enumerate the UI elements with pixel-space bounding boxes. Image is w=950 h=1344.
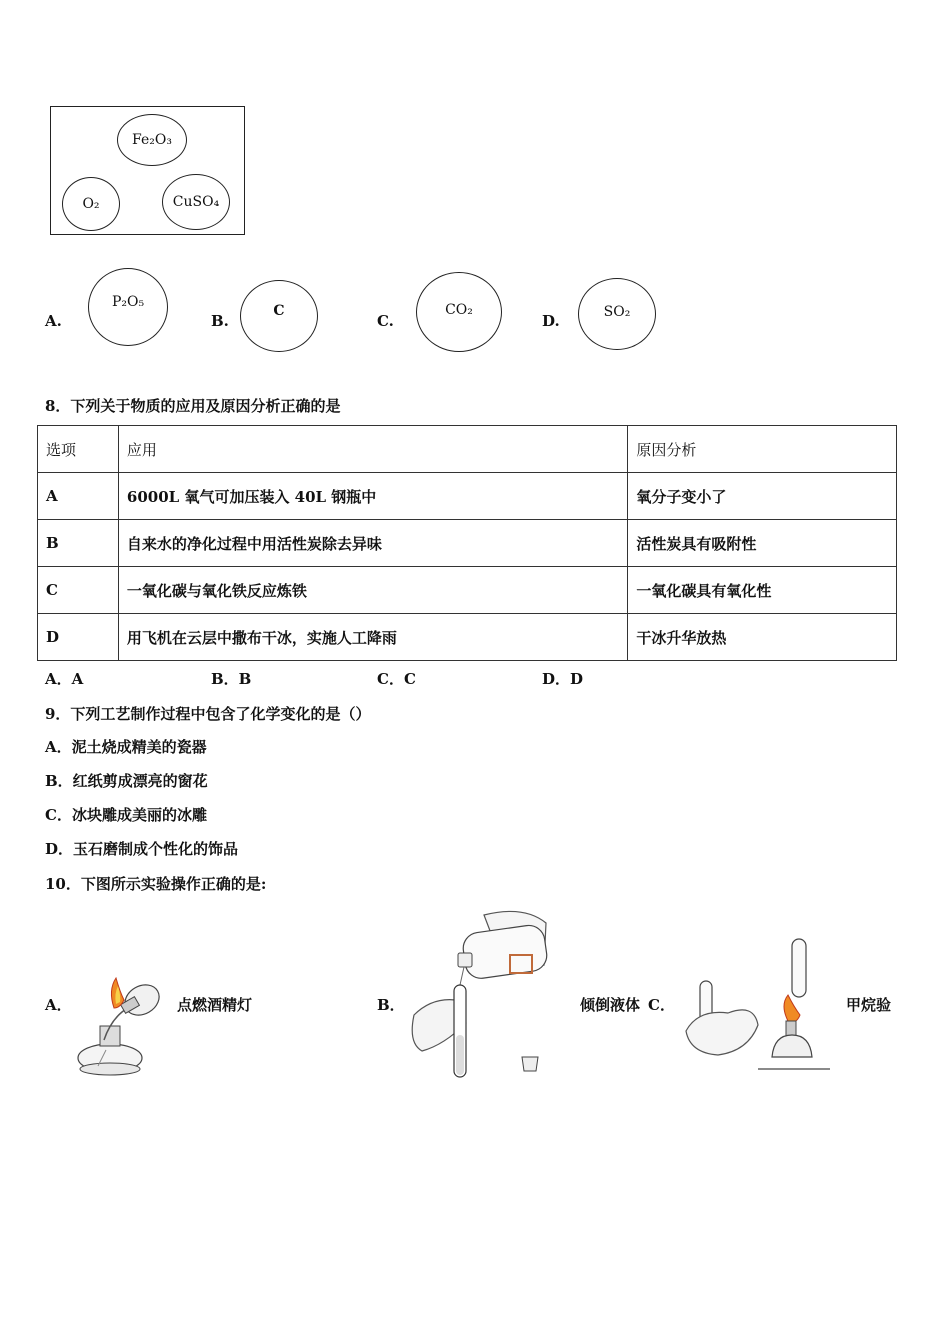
q8-answer-b: B．B: [211, 670, 252, 688]
table-row: [38, 520, 897, 567]
option-a-letter: A.: [45, 312, 62, 330]
row-b-reason: 活性炭具有吸附性: [628, 520, 897, 567]
q9-option-c: C．冰块雕成美丽的冰雕: [45, 806, 207, 824]
q8-table: [37, 425, 897, 661]
option-c-formula: CO₂: [445, 302, 473, 318]
q10-option-c-letter: C．: [648, 996, 675, 1014]
row-a-reason: 氧分子变小了: [628, 473, 897, 520]
option-a-formula: P₂O₅: [111, 294, 145, 310]
q8-answer-c: C．C: [377, 670, 416, 688]
header-reason: 原因分析: [628, 426, 897, 473]
q10-option-b-caption: 倾倒液体: [580, 996, 641, 1014]
q9-option-a: A．泥土烧成精美的瓷器: [45, 738, 207, 756]
row-a-option: A: [38, 473, 119, 520]
row-b-application: 自来水的净化过程中用活性炭除去异味: [118, 520, 627, 567]
option-b-formula: C: [273, 303, 285, 319]
table-row: [38, 614, 897, 661]
row-d-reason: 干冰升华放热: [628, 614, 897, 661]
o2-label: O₂: [82, 196, 100, 212]
option-c-circle: [416, 272, 502, 352]
q9-option-d: D．玉石磨制成个性化的饰品: [45, 840, 239, 858]
option-b-letter: B.: [211, 312, 229, 330]
row-c-option: C: [38, 567, 119, 614]
cuso4-circle: [162, 174, 230, 230]
methane-test-illustration: [678, 935, 838, 1075]
q8-answer-a: A．A: [45, 670, 84, 688]
option-d-circle: [578, 278, 656, 350]
q10-option-a-caption: 点燃酒精灯: [177, 996, 253, 1014]
table-row: [38, 473, 897, 520]
option-d-formula: SO₂: [603, 304, 631, 320]
row-d-application: 用飞机在云层中撒布干冰，实施人工降雨: [118, 614, 627, 661]
option-c-letter: C.: [377, 312, 394, 330]
row-c-reason: 一氧化碳具有氧化性: [628, 567, 897, 614]
q8-answer-d: D．D: [542, 670, 584, 688]
option-b-circle: [240, 280, 318, 352]
option-d-letter: D.: [542, 312, 560, 330]
q9-option-b: B．红纸剪成漂亮的窗花: [45, 772, 208, 790]
row-b-option: B: [38, 520, 119, 567]
fe2o3-circle: [117, 114, 187, 166]
row-c-application: 一氧化碳与氧化铁反应炼铁: [118, 567, 627, 614]
table-header-row: [38, 426, 897, 473]
header-option: 选项: [38, 426, 119, 473]
q10-option-b-letter: B．: [377, 996, 405, 1014]
q8-stem: 8．下列关于物质的应用及原因分析正确的是: [45, 397, 341, 415]
header-application: 应用: [118, 426, 627, 473]
o2-circle: [62, 177, 120, 231]
q10-option-c-caption: 甲烷验: [846, 996, 892, 1014]
q10-stem: 10．下图所示实验操作正确的是:: [45, 875, 267, 893]
option-a-circle: [88, 268, 168, 346]
fe2o3-label: Fe₂O₃: [132, 132, 172, 148]
row-a-application: 6000L 氧气可加压装入 40L 钢瓶中: [118, 473, 627, 520]
pour-liquid-illustration: [404, 905, 554, 1085]
q10-option-a-letter: A．: [45, 996, 72, 1014]
table-row: [38, 567, 897, 614]
q9-stem: 9．下列工艺制作过程中包含了化学变化的是（）: [45, 705, 371, 723]
row-d-option: D: [38, 614, 119, 661]
cuso4-label: CuSO₄: [172, 194, 220, 210]
alcohol-lamp-illustration: [70, 972, 170, 1082]
